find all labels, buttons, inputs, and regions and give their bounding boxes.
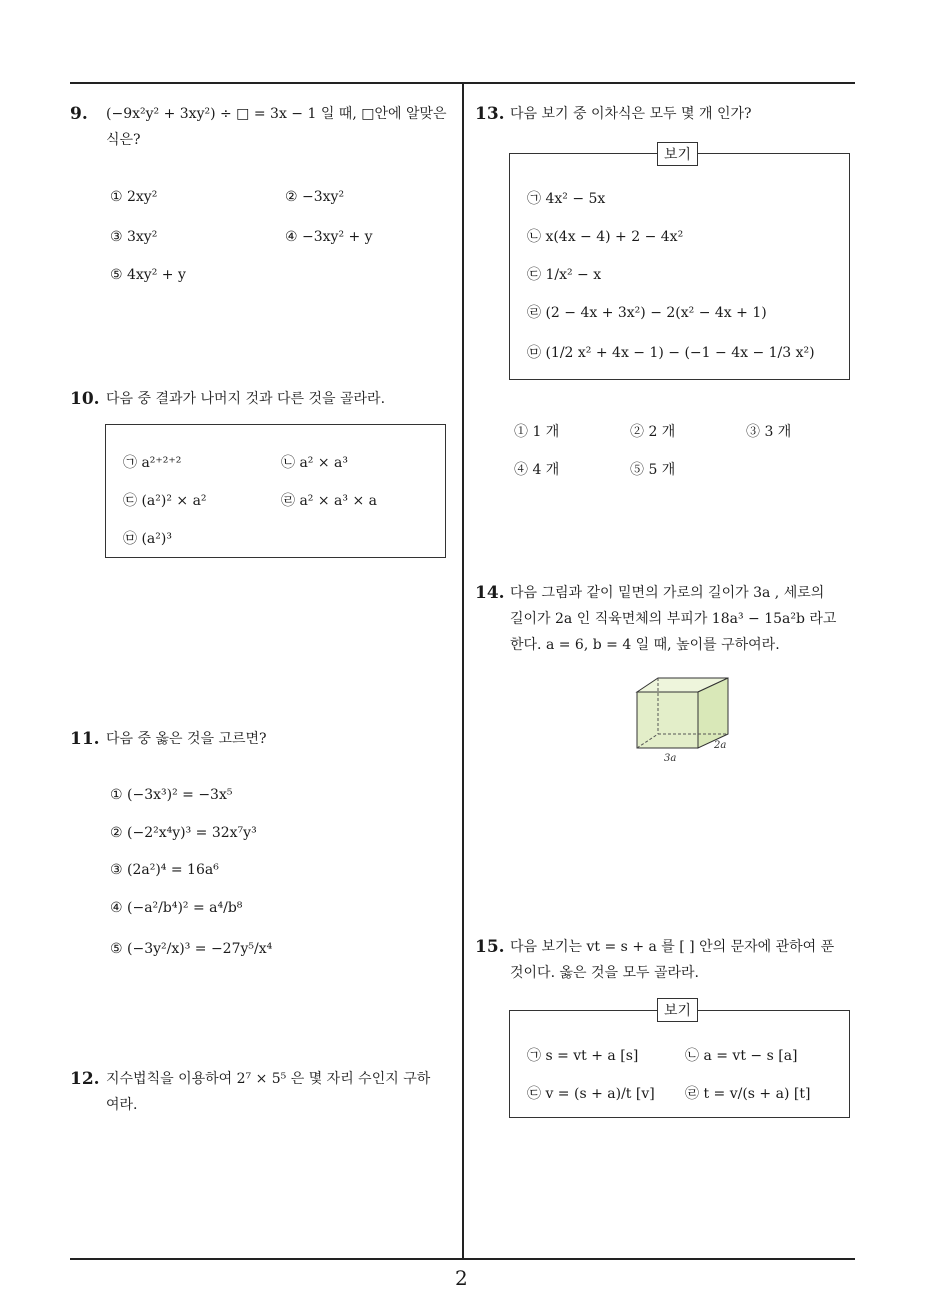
bogi-item: ㉢ v = (s + a)/t [v] [527,1086,655,1102]
choice-item: ㉤ (a²)³ [123,531,172,547]
choice-item: ㉢ (a²)² × a² [123,493,207,509]
answer-option[interactable]: ③ (2a²)⁴ = 16a⁶ [110,862,219,878]
column-divider [462,83,464,1259]
choice-box [105,424,446,558]
bogi-item: ㉡ a = vt − s [a] [685,1048,798,1064]
question-number: 15. [475,937,505,957]
question-number: 11. [70,729,100,749]
question-number: 12. [70,1069,100,1089]
cuboid-figure [628,672,740,768]
answer-option[interactable]: ③ 3 개 [746,424,792,440]
answer-option[interactable]: ④ 4 개 [514,462,560,478]
bogi-box [509,1010,850,1118]
answer-option[interactable]: ② −3xy² [285,189,345,205]
bogi-item: ㉡ x(4x − 4) + 2 − 4x² [527,229,684,245]
question-line: 한다. a = 6, b = 4 일 때, 높이를 구하여라. [510,637,780,653]
choice-item: ㉡ a² × a³ [281,455,348,471]
bogi-item: ㉠ s = vt + a [s] [527,1048,639,1064]
question-line: 식은? [106,132,141,148]
question-text [510,580,836,658]
question-number: 13. [475,104,505,124]
bogi-item: ㉤ (1/2 x² + 4x − 1) − (−1 − 4x − 1/3 x²) [527,345,815,361]
question-number: 14. [475,583,505,603]
bogi-item: ㉢ 1/x² − x [527,267,602,283]
question-line: 길이가 2a 인 직육면체의 부피가 18a³ − 15a²b 라고 [510,611,837,627]
answer-option[interactable]: ⑤ 5 개 [630,462,676,478]
answer-option[interactable]: ⑤ 4xy² + y [110,267,186,283]
question-line: 여라. [106,1097,138,1113]
answer-option[interactable]: ③ 3xy² [110,229,158,245]
question-number: 9. [70,104,88,124]
question-line: 지수법칙을 이용하여 2⁷ × 5⁵ 은 몇 자리 수인지 구하 [106,1071,431,1087]
width-label: 3a [664,753,677,764]
answer-option[interactable]: ① (−3x³)² = −3x⁵ [110,787,233,803]
question-line: 다음 그림과 같이 밑면의 가로의 길이가 3a , 세로의 [510,585,825,601]
answer-option[interactable]: ② 2 개 [630,424,676,440]
choice-item: ㉠ a²⁺²⁺² [123,455,182,471]
question-text [106,1066,430,1118]
bogi-item: ㉣ (2 − 4x + 3x²) − 2(x² − 4x + 1) [527,305,767,321]
answer-option[interactable]: ④ −3xy² + y [285,229,373,245]
depth-label: 2a [714,740,727,751]
question-number: 10. [70,389,100,409]
answer-option[interactable]: ⑤ (−3y²/x)³ = −27y⁵/x⁴ [110,941,273,957]
question-line: 것이다. 옳은 것을 모두 골라라. [510,965,699,981]
answer-option[interactable]: ② (−2²x⁴y)³ = 32x⁷y³ [110,825,257,841]
choice-item: ㉣ a² × a³ × a [281,493,377,509]
question-line: 다음 보기는 vt = s + a 를 [ ] 안의 문자에 관하여 푼 [510,939,835,955]
answer-option[interactable]: ④ (−a²/b⁴)² = a⁴/b⁸ [110,900,243,916]
bogi-item: ㉣ t = v/(s + a) [t] [685,1086,811,1102]
question-line: (−9x²y² + 3xy²) ÷ □ = 3x − 1 일 때, □안에 알맞은 [106,106,447,122]
question-text: 다음 중 옳은 것을 고르면? [106,731,267,747]
question-text: 다음 보기 중 이차식은 모두 몇 개 인가? [510,106,752,122]
question-text [106,101,447,153]
bogi-label: 보기 [657,142,698,166]
answer-option[interactable]: ① 1 개 [514,424,560,440]
page-number: 2 [455,1266,468,1290]
answer-option[interactable]: ① 2xy² [110,189,158,205]
question-text: 다음 중 결과가 나머지 것과 다른 것을 골라라. [106,391,386,407]
bogi-box [509,153,850,380]
bogi-label: 보기 [657,998,698,1022]
bogi-item: ㉠ 4x² − 5x [527,191,606,207]
question-text [510,934,834,986]
